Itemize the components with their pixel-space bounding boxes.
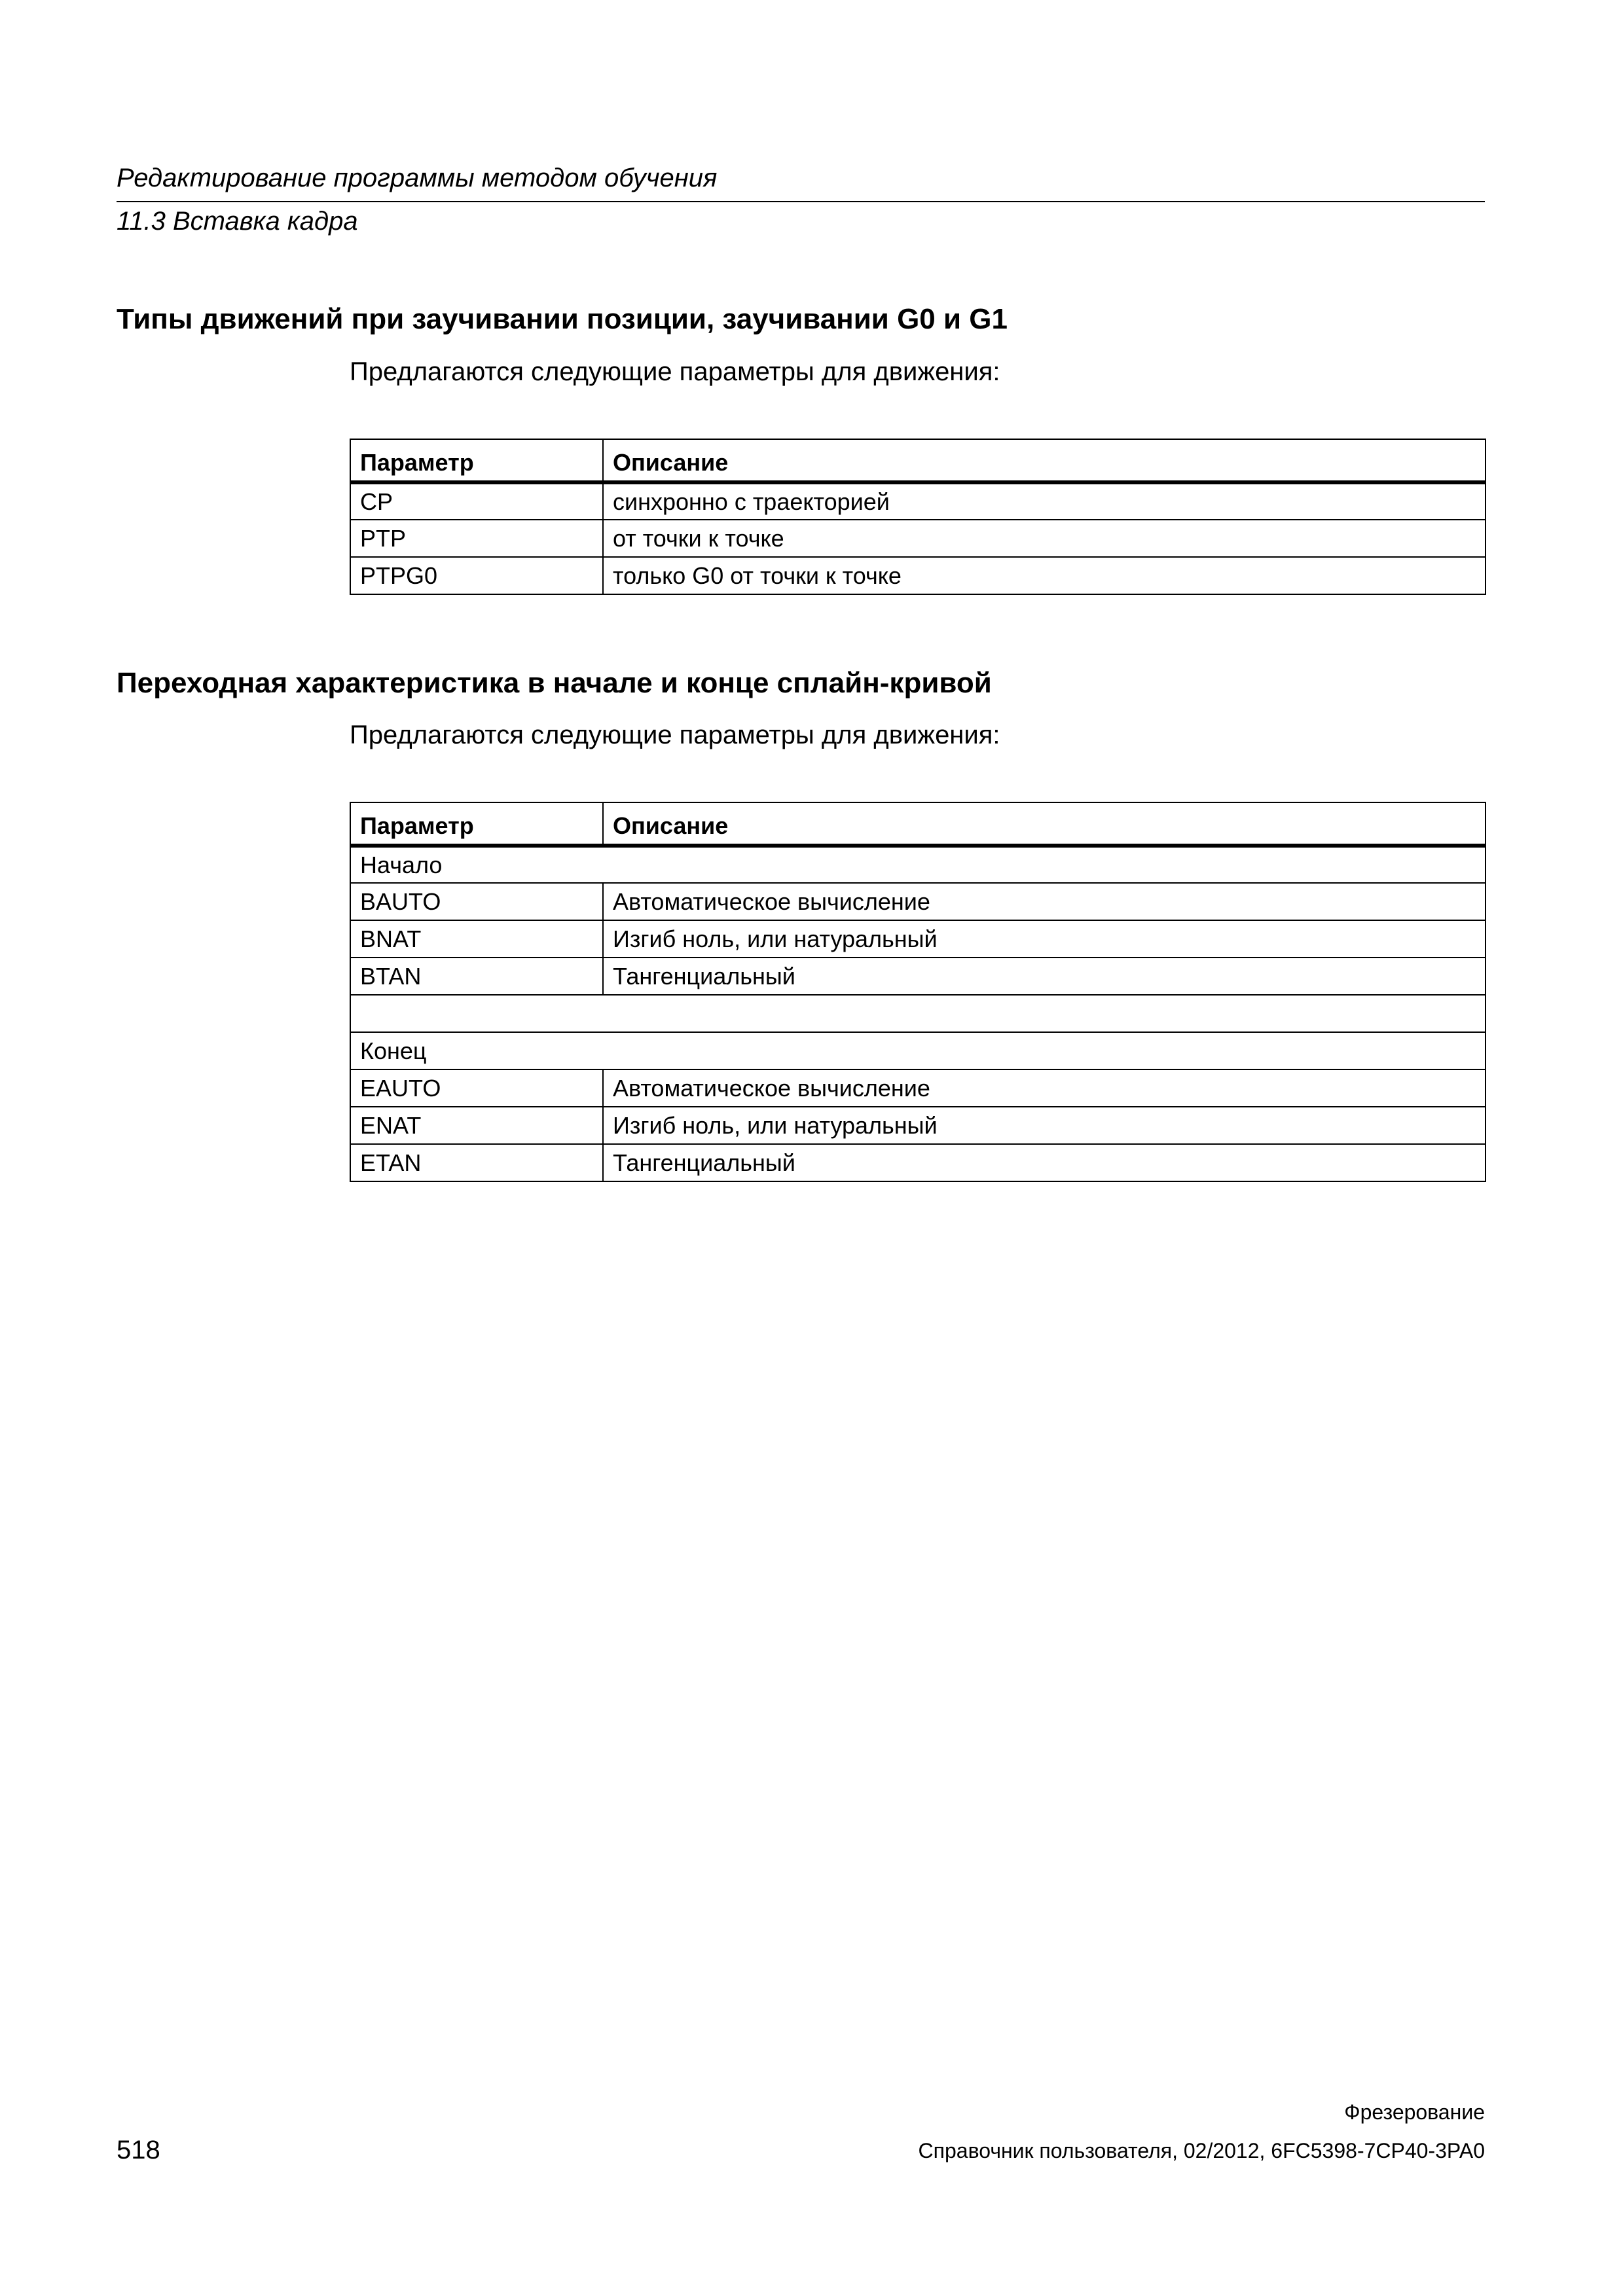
footer-product: Фрезерование — [1344, 2100, 1485, 2124]
description-cell: только G0 от точки к точке — [603, 557, 1486, 594]
description-cell: Автоматическое вычисление — [603, 1069, 1486, 1107]
column-header-parameter: Параметр — [350, 802, 603, 846]
table-row — [350, 920, 1486, 958]
page-number: 518 — [117, 2136, 160, 2164]
section-title: 11.3 Вставка кадра — [117, 207, 358, 236]
section2-intro: Предлагаются следующие параметры для движения: — [350, 721, 1000, 749]
footer-manual: Справочник пользователя, 02/2012, 6FC5398-7CP40-3PA0 — [918, 2139, 1485, 2162]
group-row-start — [350, 846, 1486, 883]
section1-intro: Предлагаются следующие параметры для движения: — [350, 357, 1000, 386]
description-cell: от точки к точке — [603, 520, 1486, 557]
motion-types-table — [350, 439, 1486, 595]
empty-row — [350, 995, 1486, 1032]
chapter-title: Редактирование программы методом обучения — [117, 164, 718, 192]
section1-heading: Типы движений при заучивании позиции, заучивании G0 и G1 — [117, 303, 1008, 335]
param-cell: PTP — [350, 520, 603, 557]
group-label: Начало — [350, 846, 1486, 883]
param-cell: ETAN — [350, 1144, 603, 1181]
description-cell: синхронно с траекторией — [603, 482, 1486, 520]
group-row-end — [350, 1032, 1486, 1069]
table-row — [350, 1069, 1486, 1107]
table-row — [350, 958, 1486, 995]
column-header-parameter: Параметр — [350, 439, 603, 482]
table-row — [350, 482, 1486, 520]
param-cell: BAUTO — [350, 883, 603, 920]
table-header-row — [350, 439, 1486, 482]
column-header-description: Описание — [603, 439, 1486, 482]
header-rule — [117, 201, 1485, 202]
description-cell: Автоматическое вычисление — [603, 883, 1486, 920]
param-cell: CP — [350, 482, 603, 520]
param-cell: BTAN — [350, 958, 603, 995]
param-cell: ENAT — [350, 1107, 603, 1144]
spline-transition-table — [350, 802, 1486, 1182]
param-cell: PTPG0 — [350, 557, 603, 594]
description-cell: Изгиб ноль, или натуральный — [603, 1107, 1486, 1144]
table-row — [350, 1107, 1486, 1144]
column-header-description: Описание — [603, 802, 1486, 846]
table-row — [350, 883, 1486, 920]
param-cell: EAUTO — [350, 1069, 603, 1107]
table-header-row — [350, 802, 1486, 846]
description-cell: Тангенциальный — [603, 1144, 1486, 1181]
description-cell: Изгиб ноль, или натуральный — [603, 920, 1486, 958]
group-label: Конец — [350, 1032, 1486, 1069]
table-row — [350, 557, 1486, 594]
section2-heading: Переходная характеристика в начале и конце сплайн-кривой — [117, 667, 992, 699]
description-cell: Тангенциальный — [603, 958, 1486, 995]
table-row — [350, 1144, 1486, 1181]
table-row — [350, 520, 1486, 557]
empty-cell — [350, 995, 1486, 1032]
param-cell: BNAT — [350, 920, 603, 958]
